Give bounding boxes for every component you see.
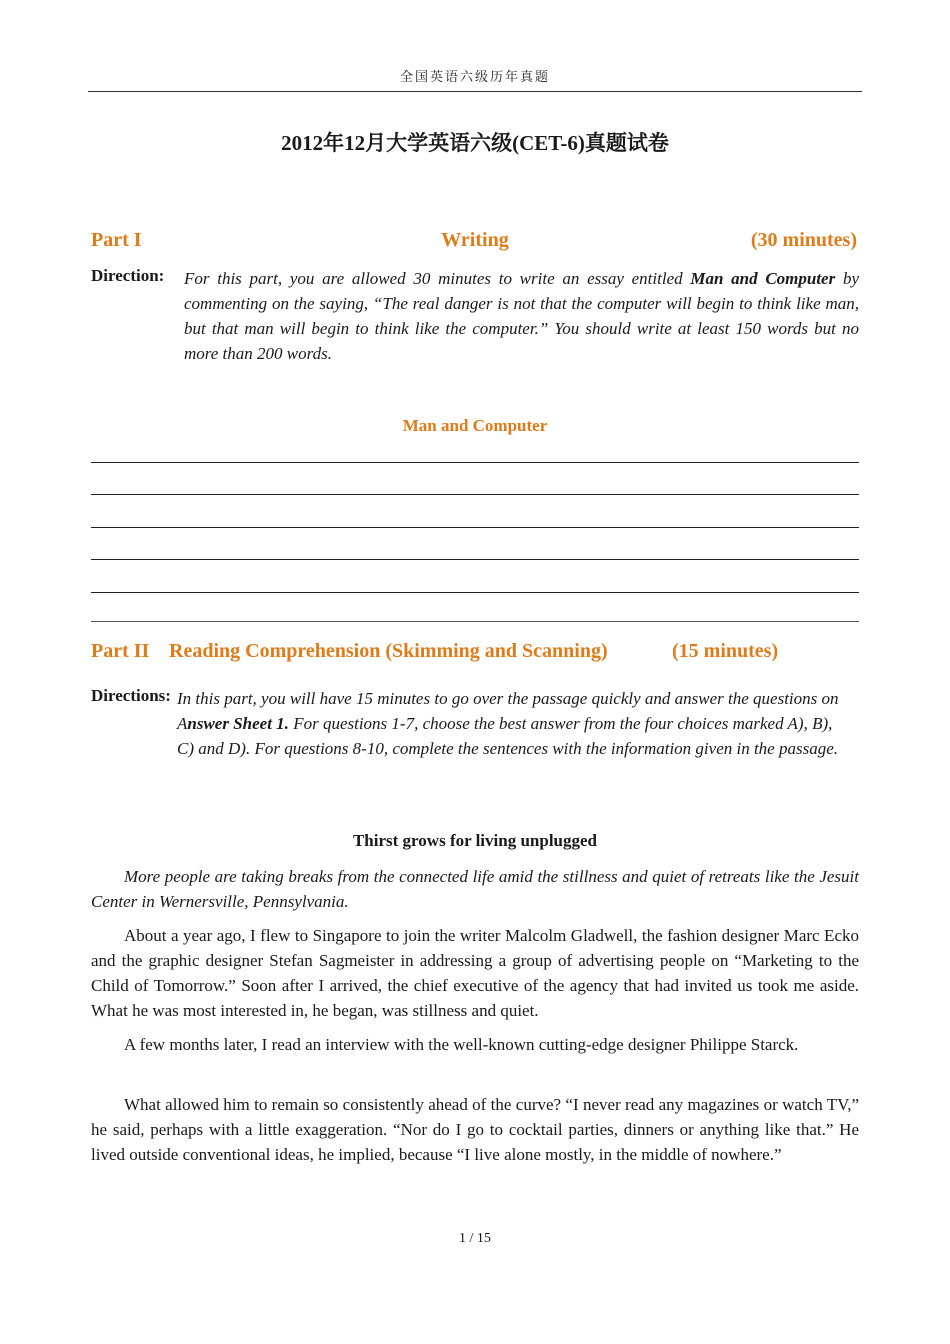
writing-line <box>91 527 859 528</box>
directions-text-post: For questions 1-7, choose the best answer from the four choices marked A), B), C) and D). For questions 8-10, complete the sentences with the information given in the passage. <box>177 714 839 758</box>
part1-name: Writing <box>441 229 509 251</box>
writing-line <box>91 559 859 560</box>
part1-direction-text <box>184 266 859 366</box>
direction-text-post: by commenting on the saying, “The real danger is not that the computer will begin to think like man, but that man will begin to think like the computer.” You should write at least 150 words but no more than 200 words. <box>184 269 859 363</box>
passage-paragraph: A few months later, I read an interview with the well-known cutting-edge designer Philippe Starck. <box>124 1035 799 1054</box>
passage-paragraph: About a year ago, I flew to Singapore to join the writer Malcolm Gladwell, the fashion designer Marc Ecko and the graphic designer Stefan Sagmeister in addressing a group of advertising people on “Marketing to the Child of Tomorrow.” Soon after I arrived, the chief executive of the agency that had invited us took me aside. What he was most interested in, he began, was stillness and quiet. <box>91 926 859 1020</box>
direction-essay-title: Man and Computer <box>690 269 836 288</box>
direction-text-pre: For this part, you are allowed 30 minutes to write an essay entitled <box>184 269 691 288</box>
part1-time: (30 minutes) <box>750 229 857 251</box>
header-divider <box>88 91 862 92</box>
essay-title: Man and Computer <box>402 416 548 435</box>
part2-label: Part II <box>91 640 150 662</box>
passage-title: Thirst grows for living unplugged <box>352 831 598 850</box>
page-number: 1 / 15 <box>459 1231 491 1246</box>
document-title: 2012年12月大学英语六级(CET-6)真题试卷 <box>281 131 669 155</box>
writing-line <box>91 592 859 593</box>
part1-label: Part I <box>91 229 142 251</box>
part1-direction-label: Direction: <box>91 266 165 285</box>
part2-time: (15 minutes) <box>672 640 779 662</box>
part2-directions-text <box>177 686 847 761</box>
running-header: 全国英语六级历年真题 <box>399 69 550 84</box>
passage-paragraph: What allowed him to remain so consistently ahead of the curve? “I never read any magazines or watch TV,” he said, perhaps with a little exaggeration. “Nor do I go to cocktail parties, dinners or anything like that.” He lived outside conventional ideas, he implied, because “I live alone mostly, in the middle of nowhere.” <box>91 1095 859 1164</box>
part2-directions-label: Directions: <box>91 686 171 705</box>
directions-text-pre: In this part, you will have 15 minutes to go over the passage quickly and answer the questions on A <box>177 689 839 733</box>
writing-line <box>91 494 859 495</box>
passage-lead: More people are taking breaks from the connected life amid the stillness and quiet of retreats like the Jesuit Center in Wernersville, Pennsylvania. <box>91 867 859 911</box>
directions-answer-sheet: nswer Sheet 1. <box>187 714 289 733</box>
part2-name: Reading Comprehension (Skimming and Scanning) <box>169 640 608 662</box>
writing-line <box>91 462 859 463</box>
section-divider <box>91 621 859 622</box>
